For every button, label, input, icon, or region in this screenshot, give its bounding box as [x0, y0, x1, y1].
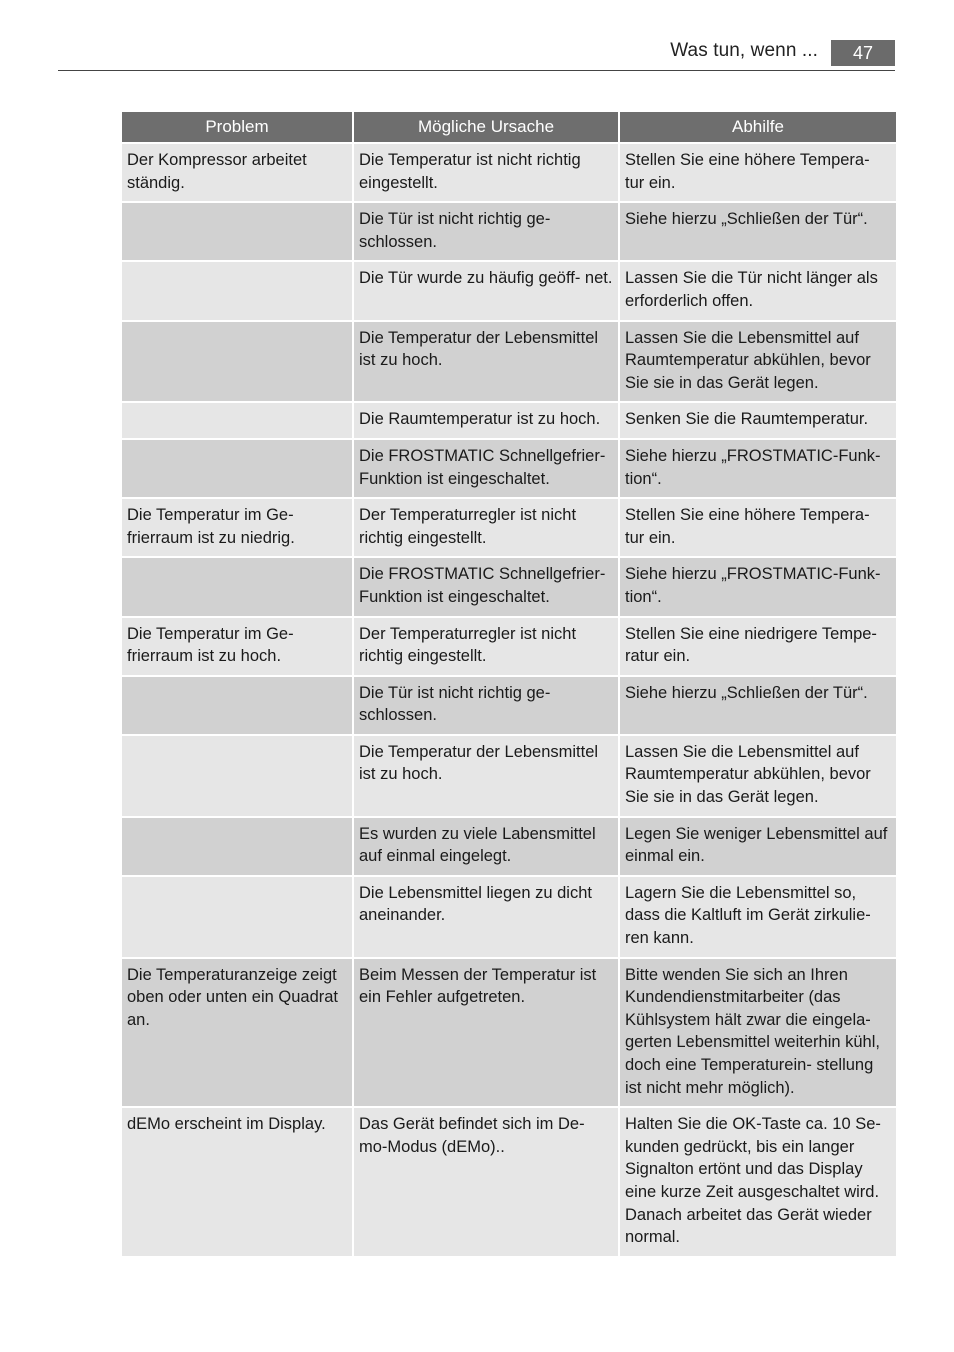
table-row [122, 499, 896, 556]
table-row [122, 203, 896, 260]
table-row [122, 959, 896, 1107]
cause-cell: Der Temperaturregler ist nicht richtig eingestellt. [354, 499, 618, 556]
problem-cell [122, 877, 352, 957]
problem-cell [122, 403, 352, 438]
column-header-problem: Problem [122, 112, 352, 142]
remedy-cell: Siehe hierzu „FROSTMATIC-Funk- tion“. [620, 440, 896, 497]
cause-cell: Die Tür ist nicht richtig ge- schlossen. [354, 203, 618, 260]
problem-cell: Die Temperatur im Ge- frierraum ist zu niedrig. [122, 499, 352, 556]
cause-cell: Die Temperatur ist nicht richtig eingestellt. [354, 144, 618, 201]
remedy-cell: Stellen Sie eine niedrigere Tempe- ratur ein. [620, 618, 896, 675]
problem-cell [122, 203, 352, 260]
remedy-cell: Senken Sie die Raumtemperatur. [620, 403, 896, 438]
cause-cell: Die FROSTMATIC Schnellgefrier- Funktion ist eingeschaltet. [354, 558, 618, 615]
table-row [122, 877, 896, 957]
cause-cell: Die FROSTMATIC Schnellgefrier- Funktion ist eingeschaltet. [354, 440, 618, 497]
problem-cell: Die Temperaturanzeige zeigt oben oder unten ein Quadrat an. [122, 959, 352, 1107]
remedy-cell: Stellen Sie eine höhere Tempera- tur ein. [620, 144, 896, 201]
table-row [122, 736, 896, 816]
remedy-cell: Lassen Sie die Tür nicht länger als erforderlich offen. [620, 262, 896, 319]
table-row [122, 558, 896, 615]
page-number: 47 [831, 40, 895, 66]
cause-cell: Die Lebensmittel liegen zu dicht aneinander. [354, 877, 618, 957]
remedy-cell: Legen Sie weniger Lebensmittel auf einmal ein. [620, 818, 896, 875]
remedy-cell: Lassen Sie die Lebensmittel auf Raumtemperatur abkühlen, bevor Sie sie in das Gerät legen. [620, 736, 896, 816]
problem-cell [122, 736, 352, 816]
remedy-cell: Bitte wenden Sie sich an Ihren Kundendienstmitarbeiter (das Kühlsystem hält zwar die eingela- gerten Lebensmittel weiterhin kühl, doch eine Temperaturein- stellung ist nicht mehr möglich). [620, 959, 896, 1107]
remedy-cell: Siehe hierzu „FROSTMATIC-Funk- tion“. [620, 558, 896, 615]
table-row [122, 1108, 896, 1256]
table-row [122, 677, 896, 734]
cause-cell: Die Raumtemperatur ist zu hoch. [354, 403, 618, 438]
cause-cell: Der Temperaturregler ist nicht richtig eingestellt. [354, 618, 618, 675]
cause-cell: Die Temperatur der Lebensmittel ist zu hoch. [354, 736, 618, 816]
table-row [122, 440, 896, 497]
cause-cell: Das Gerät befindet sich im De- mo-Modus (dEMo).. [354, 1108, 618, 1256]
table-row [122, 322, 896, 402]
problem-cell [122, 818, 352, 875]
problem-cell [122, 440, 352, 497]
page-header [0, 0, 954, 80]
remedy-cell: Siehe hierzu „Schließen der Tür“. [620, 203, 896, 260]
table-row [122, 618, 896, 675]
header-divider [58, 70, 895, 71]
cause-cell: Es wurden zu viele Labensmittel auf einmal eingelegt. [354, 818, 618, 875]
table-row [122, 403, 896, 438]
table-row [122, 818, 896, 875]
table-row [122, 262, 896, 319]
remedy-cell: Lassen Sie die Lebensmittel auf Raumtemperatur abkühlen, bevor Sie sie in das Gerät legen. [620, 322, 896, 402]
section-title: Was tun, wenn ... [670, 40, 818, 61]
troubleshooting-table [120, 110, 898, 1258]
problem-cell [122, 322, 352, 402]
cause-cell: Die Temperatur der Lebensmittel ist zu hoch. [354, 322, 618, 402]
cause-cell: Die Tür ist nicht richtig ge- schlossen. [354, 677, 618, 734]
remedy-cell: Stellen Sie eine höhere Tempera- tur ein. [620, 499, 896, 556]
problem-cell [122, 558, 352, 615]
table-header-row [122, 112, 896, 142]
problem-cell [122, 677, 352, 734]
problem-cell: Der Kompressor arbeitet ständig. [122, 144, 352, 201]
problem-cell [122, 262, 352, 319]
remedy-cell: Halten Sie die OK-Taste ca. 10 Se- kunden gedrückt, bis ein langer Signalton ertönt und das Display eine kurze Zeit ausgeschaltet wird. Danach arbeitet das Gerät wieder normal. [620, 1108, 896, 1256]
remedy-cell: Siehe hierzu „Schließen der Tür“. [620, 677, 896, 734]
column-header-remedy: Abhilfe [620, 112, 896, 142]
problem-cell: Die Temperatur im Ge- frierraum ist zu hoch. [122, 618, 352, 675]
table-row [122, 144, 896, 201]
problem-cell: dEMo erscheint im Display. [122, 1108, 352, 1256]
cause-cell: Beim Messen der Temperatur ist ein Fehler aufgetreten. [354, 959, 618, 1107]
remedy-cell: Lagern Sie die Lebensmittel so, dass die Kaltluft im Gerät zirkulie- ren kann. [620, 877, 896, 957]
cause-cell: Die Tür wurde zu häufig geöff- net. [354, 262, 618, 319]
column-header-cause: Mögliche Ursache [354, 112, 618, 142]
